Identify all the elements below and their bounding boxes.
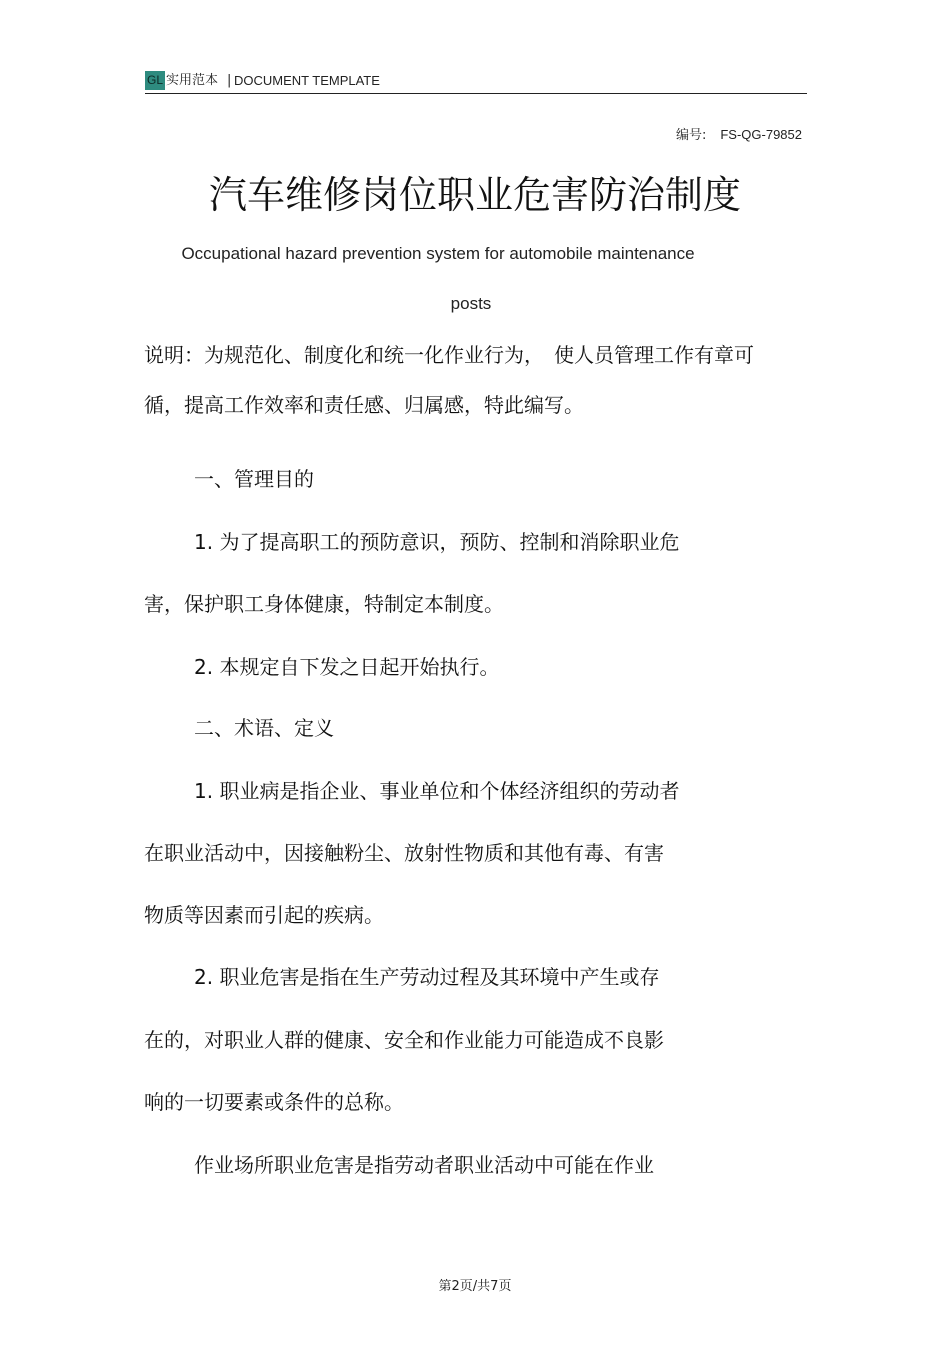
section-2-heading: 二、术语、定义 [194, 716, 334, 740]
brand-name: 实用范本 [166, 73, 219, 88]
document-number-value: FS-QG-79852 [720, 127, 802, 142]
section-1-item-1-line-2: 害，保护职工身体健康，特制定本制度。 [144, 592, 504, 616]
document-subtitle-line2: posts [450, 294, 492, 313]
document-subtitle-line1: Occupational hazard prevention system for automobile maintenance [181, 244, 695, 263]
section-1-item-1-line-1: 1. 为了提高职工的预防意识，预防、控制和消除职业危 [194, 530, 680, 554]
section-2-item-2-line-3: 响的一切要素或条件的总称。 [144, 1090, 404, 1114]
intro-line-2: 循，提高工作效率和责任感、归属感，特此编写。 [144, 393, 584, 417]
document-title: 汽车维修岗位职业危害防治制度 [208, 173, 741, 217]
section-2-item-2-line-1: 2. 职业危害是指在生产劳动过程及其环境中产生或存 [194, 965, 660, 989]
page-indicator: 第2页/共7页 [438, 1279, 512, 1294]
header-separator: | [227, 73, 232, 88]
header-divider [145, 93, 807, 94]
document-number [676, 127, 802, 144]
brand-logo: GL [145, 71, 165, 90]
document-number-label: 编号: [675, 128, 707, 143]
section-2-paragraph-3-line-1: 作业场所职业危害是指劳动者职业活动中可能在作业 [194, 1153, 654, 1177]
section-2-item-2-line-2: 在的，对职业人群的健康、安全和作业能力可能造成不良影 [144, 1028, 664, 1052]
section-1-item-2: 2. 本规定自下发之日起开始执行。 [194, 655, 500, 679]
section-2-item-1-line-2: 在职业活动中，因接触粉尘、放射性物质和其他有毒、有害 [144, 841, 664, 865]
section-2-item-1-line-3: 物质等因素而引起的疾病。 [144, 903, 384, 927]
template-label: DOCUMENT TEMPLATE [234, 73, 380, 88]
intro-line-1: 说明：为规范化、制度化和统一化作业行为， 使人员管理工作有章可 [144, 343, 754, 367]
section-1-heading: 一、管理目的 [194, 467, 314, 491]
section-2-item-1-line-1: 1. 职业病是指企业、事业单位和个体经济组织的劳动者 [194, 779, 680, 803]
